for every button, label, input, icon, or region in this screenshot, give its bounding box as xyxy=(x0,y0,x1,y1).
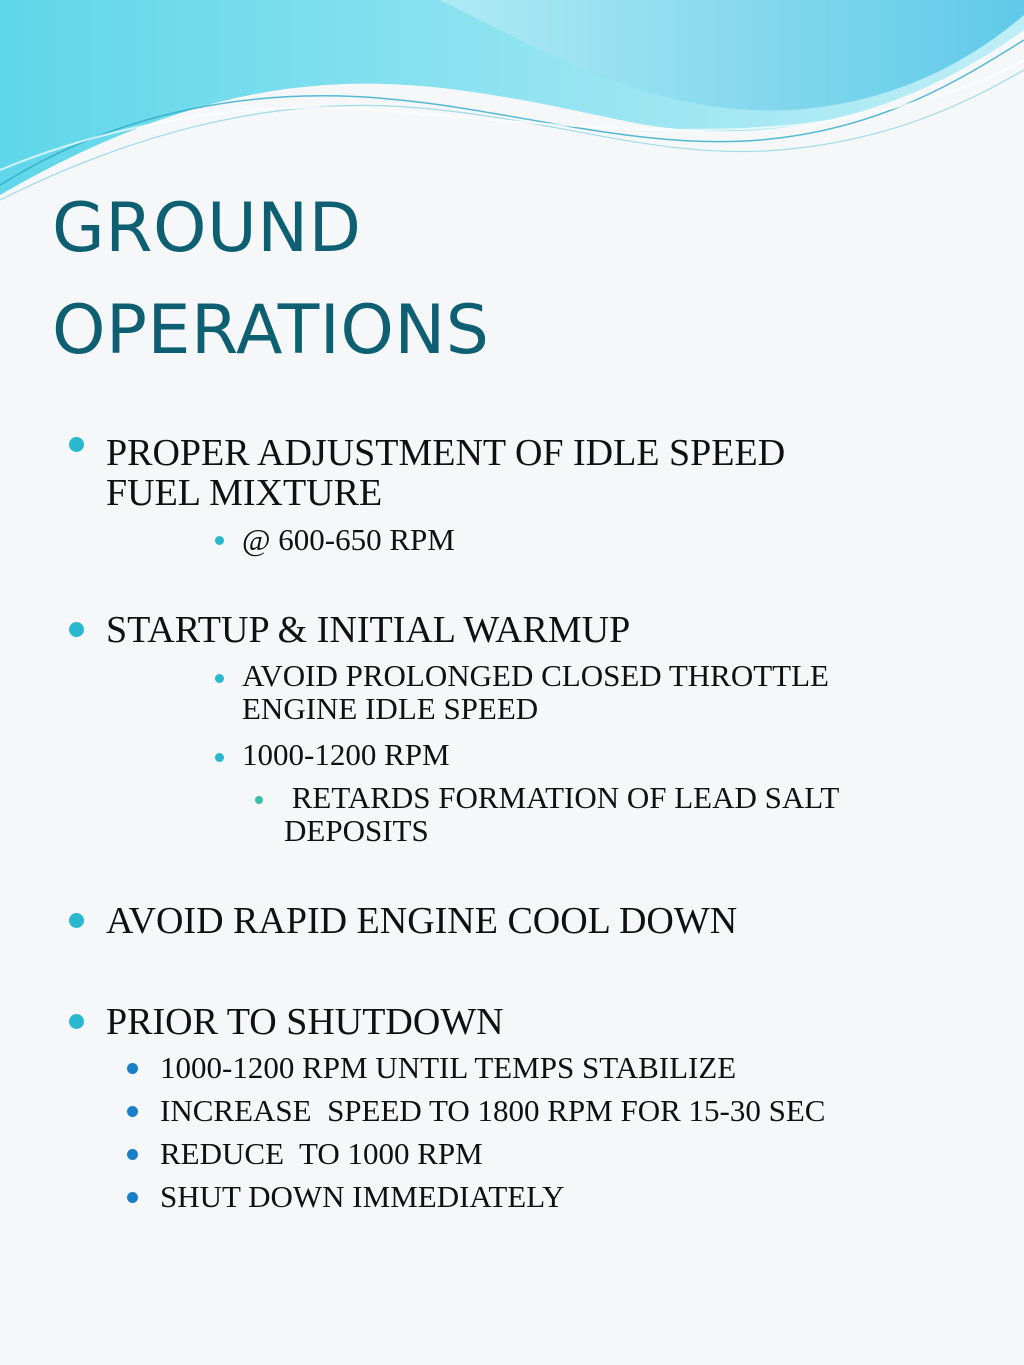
sub-bullet-dot-icon xyxy=(127,1106,138,1117)
sub-bullet-dot-icon xyxy=(127,1192,138,1203)
sub-bullet-dot-icon xyxy=(215,753,224,762)
bullet-dot-icon xyxy=(69,622,84,637)
bullet-dot-icon xyxy=(69,437,84,452)
bullet-text: PRIOR TO SHUTDOWN xyxy=(106,1001,504,1043)
sub-sub-bullet-line: DEPOSITS xyxy=(284,813,429,848)
bullet-line: PROPER ADJUSTMENT OF IDLE SPEED xyxy=(106,432,786,474)
sub-bullet-dot-icon xyxy=(215,536,224,545)
bullet-text xyxy=(106,433,785,513)
sub-bullet-dot-icon xyxy=(215,674,224,683)
bullet-text: AVOID RAPID ENGINE COOL DOWN xyxy=(106,900,738,942)
sub-sub-bullet-text xyxy=(284,781,839,847)
sub-bullet-dot-icon xyxy=(127,1063,138,1074)
sub-bullet-line: ENGINE IDLE SPEED xyxy=(242,691,539,726)
sub-bullet-text: 1000-1200 RPM UNTIL TEMPS STABILIZE xyxy=(160,1050,737,1085)
sub-sub-bullet-line: RETARDS FORMATION OF LEAD SALT xyxy=(284,780,840,815)
sub-bullet-text: 1000-1200 RPM xyxy=(242,737,450,772)
bullet-text: STARTUP & INITIAL WARMUP xyxy=(106,609,631,651)
sub-bullet-text: INCREASE SPEED TO 1800 RPM FOR 15-30 SEC xyxy=(160,1093,826,1128)
bullet-dot-icon xyxy=(69,913,84,928)
bullet-line: FUEL MIXTURE xyxy=(106,472,383,514)
sub-bullet-text: SHUT DOWN IMMEDIATELY xyxy=(160,1179,565,1214)
sub-bullet-text xyxy=(242,659,829,725)
sub-bullet-dot-icon xyxy=(127,1149,138,1160)
page-title xyxy=(52,178,489,382)
title-line-1: GROUND xyxy=(52,189,362,268)
sub-bullet-line: AVOID PROLONGED CLOSED THROTTLE xyxy=(242,658,829,693)
sub-sub-bullet-dot-icon xyxy=(255,796,263,804)
sub-bullet-text: @ 600-650 RPM xyxy=(242,522,455,557)
sub-bullet-text: REDUCE TO 1000 RPM xyxy=(160,1136,483,1171)
bullet-dot-icon xyxy=(69,1014,84,1029)
title-line-2: OPERATIONS xyxy=(52,291,490,370)
